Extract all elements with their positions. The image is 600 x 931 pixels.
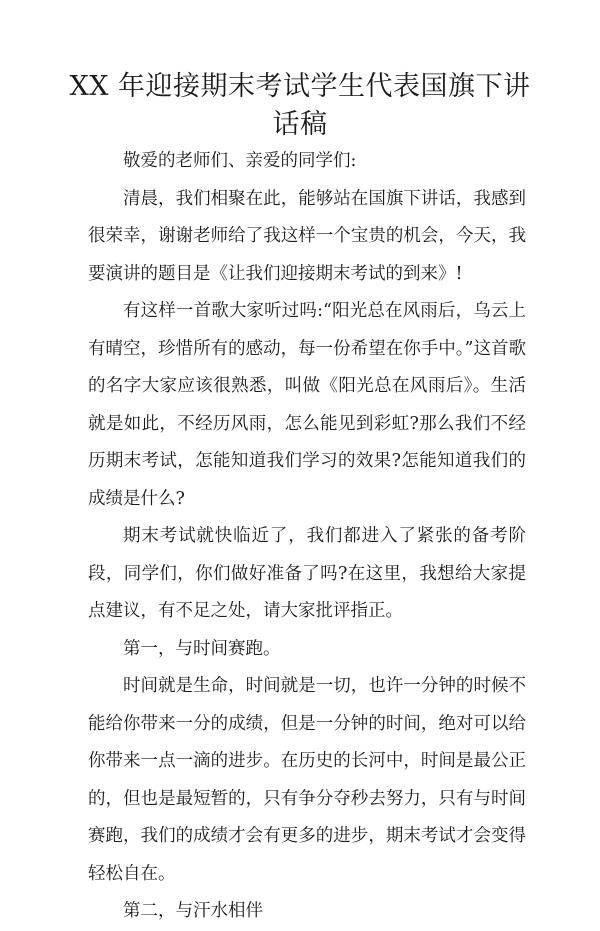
- paragraph-song: 有这样一首歌大家听过吗:“阳光总在风雨后，乌云上有晴空，珍惜所有的感动，每一份希望在你手中。”这首歌的名字大家应该很熟悉，叫做《阳光总在风雨后》。生活就是如此，不经历风雨，怎么能见到彩虹?那么我们不经历期末考试，怎能知道我们学习的效果?怎能知道我们的成绩是什么?: [88, 301, 526, 509]
- paragraph-point-two-heading: 第二，与汗水相伴: [123, 901, 263, 921]
- document-body: [88, 143, 526, 931]
- paragraph-point-one-heading: 第一，与时间赛跑。: [123, 638, 281, 659]
- paragraph-time: 时间就是生命，时间就是一切，也许一分钟的时候不能给你带来一分的成绩，但是一分钟的时间，绝对可以给你带来一点一滴的进步。在历史的长河中，时间是最公正的，但也是最短暂的，只有争分夺秒去努力，只有与时间赛跑，我们的成绩才会有更多的进步，期末考试才会变得轻松自在。: [88, 676, 526, 884]
- paragraph-opening: 清晨，我们相聚在此，能够站在国旗下讲话，我感到很荣幸，谢谢老师给了我这样一个宝贵的机会，今天，我要演讲的题目是《让我们迎接期末考试的到来》!: [88, 188, 526, 284]
- paragraph-exam-preparation: 期末考试就快临近了，我们都进入了紧张的备考阶段，同学们，你们做好准备了吗?在这里，我想给大家提点建议，有不足之处，请大家批评指正。: [88, 526, 526, 621]
- paragraph-salutation: 敬爱的老师们、亲爱的同学们:: [123, 151, 357, 171]
- document-title: XX 年迎接期末考试学生代表国旗下讲话稿: [69, 71, 531, 140]
